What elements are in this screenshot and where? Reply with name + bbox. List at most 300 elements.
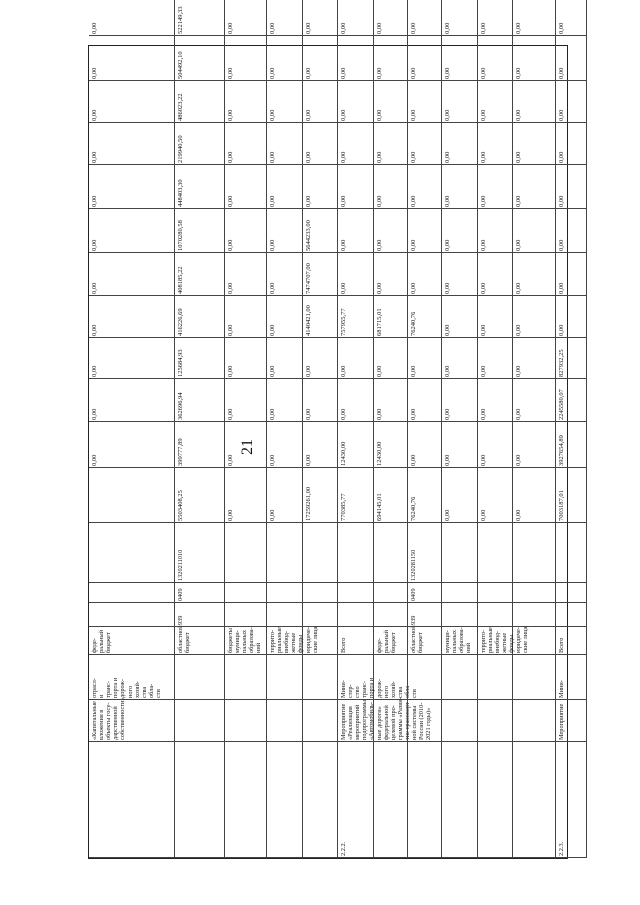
cell-text: 0,00 [91, 22, 98, 34]
table-cell [303, 422, 338, 468]
table-cell [225, 209, 267, 253]
cell-text: 0,00 [227, 109, 234, 121]
table-cell [303, 627, 338, 655]
table-cell [267, 165, 303, 209]
table-cell [408, 523, 442, 583]
table-cell [513, 742, 556, 858]
cell-text: 0,00 [269, 109, 276, 121]
cell-text: «Капитальные вложения в объекты госу- дарственной собственности» [91, 697, 127, 740]
table-cell [175, 422, 225, 468]
table-cell [89, 603, 175, 627]
table-cell [478, 627, 516, 655]
cell-text: 0,00 [305, 454, 312, 466]
table-cell [338, 36, 374, 81]
table-cell [89, 379, 175, 422]
table-cell [374, 165, 408, 209]
table-cell [303, 123, 338, 165]
table-cell [175, 165, 225, 209]
cell-text: 0,00 [376, 365, 383, 377]
cell-text: 0,00 [227, 509, 234, 521]
table-cell [303, 583, 338, 603]
cell-text: 0,00 [340, 22, 347, 34]
table-cell [513, 296, 556, 338]
table-cell [175, 523, 225, 583]
table-cell [478, 338, 513, 379]
table-cell [303, 523, 338, 583]
table-cell [225, 603, 267, 627]
cell-text: 12430,00 [340, 441, 347, 466]
table-cell [442, 468, 478, 523]
cell-text: 76240,76 [410, 311, 417, 336]
table-cell [338, 583, 374, 603]
cell-text: 0,00 [269, 282, 276, 294]
cell-text: 0409 [410, 588, 417, 601]
table-cell [408, 296, 442, 338]
cell-text: 0,00 [410, 22, 417, 34]
table-cell [556, 468, 587, 523]
table-cell [556, 627, 587, 655]
cell-text: 0,00 [410, 151, 417, 163]
table-cell [89, 742, 175, 858]
table-cell [89, 123, 175, 165]
table-cell [513, 123, 556, 165]
cell-text: 681715,01 [376, 308, 383, 336]
cell-text: 0,00 [269, 22, 276, 34]
table-cell [267, 742, 303, 858]
cell-text: 2.2.3. [558, 841, 565, 856]
table-cell [267, 468, 303, 523]
table-cell [338, 697, 433, 742]
cell-text: 0,00 [515, 365, 522, 377]
cell-text: 0,00 [376, 151, 383, 163]
cell-text: 0,00 [340, 151, 347, 163]
cell-text: 0,00 [515, 509, 522, 521]
cell-text: 0,00 [91, 151, 98, 163]
cell-text: 0,00 [480, 509, 487, 521]
cell-text: 0,00 [340, 67, 347, 79]
cell-text: 5503408,25 [177, 490, 184, 521]
cell-text: 0,00 [269, 239, 276, 251]
cell-text: Мероприятие [558, 703, 565, 740]
table-cell [89, 165, 175, 209]
cell-text: 504492,10 [177, 51, 184, 79]
cell-text: 0,00 [444, 509, 451, 521]
table-cell [303, 165, 338, 209]
cell-text: 0,00 [558, 282, 565, 294]
table-cell [513, 0, 556, 36]
cell-text: 0409 [177, 588, 184, 601]
table-cell [478, 523, 513, 583]
table-cell [338, 0, 374, 36]
cell-text: 0,00 [515, 195, 522, 207]
cell-text: 0,00 [444, 151, 451, 163]
cell-text: 522149,33 [177, 6, 184, 34]
table-cell [89, 0, 175, 36]
cell-text: 0,00 [376, 408, 383, 420]
table-cell [374, 379, 408, 422]
cell-text: 0,00 [91, 408, 98, 420]
cell-text: 0,00 [227, 454, 234, 466]
cell-text: 0,00 [480, 454, 487, 466]
table-cell [374, 209, 408, 253]
table-cell [175, 81, 225, 123]
table-cell [513, 603, 556, 627]
cell-text: 0,00 [227, 282, 234, 294]
table-cell [374, 468, 408, 523]
table-cell [175, 583, 225, 603]
table-cell [303, 209, 338, 253]
table-cell [556, 123, 587, 165]
table-cell [408, 742, 442, 858]
table-cell [442, 422, 478, 468]
cell-text: 0,00 [91, 67, 98, 79]
table-cell [513, 379, 556, 422]
table-cell [478, 379, 513, 422]
table-cell [267, 655, 303, 700]
table-cell [89, 209, 175, 253]
cell-text: 486023,22 [177, 93, 184, 121]
table-cell [175, 123, 225, 165]
table-cell [408, 379, 442, 422]
cell-text: 0,00 [515, 408, 522, 420]
cell-text: 0,00 [410, 239, 417, 251]
table-cell [442, 338, 478, 379]
cell-text: 0,00 [515, 454, 522, 466]
table-cell [267, 123, 303, 165]
table-cell [478, 742, 513, 858]
table-cell [556, 523, 587, 583]
cell-text: 0,00 [480, 109, 487, 121]
table-cell [513, 468, 556, 523]
table-cell [442, 700, 478, 742]
cell-text: 0,00 [227, 365, 234, 377]
table-cell [225, 655, 267, 700]
cell-text: 0,00 [515, 22, 522, 34]
table-cell [303, 81, 338, 123]
cell-text: феде- ральный бюджет [91, 630, 113, 653]
table-cell [556, 422, 587, 468]
cell-text: 0,00 [91, 109, 98, 121]
table-cell [303, 379, 338, 422]
cell-text: 0,00 [558, 151, 565, 163]
cell-text: 0,00 [515, 151, 522, 163]
table-cell [267, 379, 303, 422]
cell-text: 408185,22 [177, 266, 184, 294]
cell-text: 0,00 [558, 67, 565, 79]
table-cell [408, 338, 442, 379]
cell-text: 0,00 [515, 67, 522, 79]
cell-text: 0,00 [558, 22, 565, 34]
table-cell [267, 700, 303, 742]
table-cell [442, 603, 478, 627]
table-cell [513, 627, 556, 655]
table-cell [225, 123, 267, 165]
table-cell [338, 422, 374, 468]
cell-text: 0,00 [340, 408, 347, 420]
table-cell [408, 0, 442, 36]
table-cell [442, 742, 478, 858]
table-cell [225, 627, 267, 655]
table-cell [267, 0, 303, 36]
cell-text: 0,00 [376, 195, 383, 207]
table-cell [89, 296, 175, 338]
table-cell [338, 296, 374, 338]
table-cell [442, 253, 478, 296]
cell-text: 362696,94 [177, 392, 184, 420]
cell-text: 0,00 [340, 195, 347, 207]
table-cell [303, 655, 338, 700]
cell-text: 0,00 [558, 324, 565, 336]
cell-text: 0,00 [340, 365, 347, 377]
table-cell [442, 81, 478, 123]
table-cell [374, 523, 408, 583]
cell-text: 0,00 [480, 195, 487, 207]
cell-text: 0,00 [91, 282, 98, 294]
cell-text: 0,00 [269, 195, 276, 207]
cell-text: 0,00 [480, 282, 487, 294]
table-cell [556, 253, 587, 296]
table-cell [374, 583, 408, 603]
table-cell [225, 338, 267, 379]
cell-text: 0,00 [269, 509, 276, 521]
table-cell [408, 700, 442, 742]
table-cell [303, 36, 338, 81]
cell-text: юридиче- ские лица [305, 626, 320, 653]
table-cell [175, 700, 225, 742]
cell-text: 416226,69 [177, 308, 184, 336]
table-cell [442, 627, 478, 655]
cell-text: 0,00 [269, 324, 276, 336]
table-cell [442, 123, 478, 165]
table-cell [175, 627, 225, 655]
table-cell [303, 296, 338, 338]
table-cell [225, 700, 267, 742]
table-cell [89, 253, 175, 296]
cell-text: Всего [340, 637, 347, 653]
table-cell [374, 422, 408, 468]
cell-text: 0,00 [227, 67, 234, 79]
cell-text: 0,00 [376, 239, 383, 251]
table-cell [442, 583, 478, 603]
cell-text: 0,00 [410, 408, 417, 420]
table-cell [338, 627, 374, 655]
table-cell [338, 742, 374, 858]
table-cell [478, 583, 513, 603]
table-cell [267, 36, 303, 81]
cell-text: 0,00 [515, 109, 522, 121]
table-cell [303, 338, 338, 379]
cell-text: террито- риальные внебюд- жетные фонды [269, 627, 305, 653]
table-cell [374, 655, 408, 700]
page-number: 21 [239, 439, 256, 455]
table-cell [89, 583, 175, 603]
table-cell [175, 0, 225, 36]
cell-text: 2245580,07 [558, 389, 565, 420]
table-cell [338, 603, 374, 627]
cell-text: 1070280,58 [177, 220, 184, 251]
table-cell [175, 742, 225, 858]
table-cell [478, 700, 513, 742]
cell-text: 0,00 [376, 67, 383, 79]
cell-text: 0,00 [410, 109, 417, 121]
table-cell [478, 165, 513, 209]
table-cell [338, 209, 374, 253]
cell-text: 0,00 [91, 365, 98, 377]
cell-text: 0,00 [444, 282, 451, 294]
cell-text: 0,00 [480, 22, 487, 34]
table-cell [175, 296, 225, 338]
table-cell [225, 165, 267, 209]
cell-text: 0,00 [480, 67, 487, 79]
table-cell [225, 422, 267, 468]
cell-text: 939 [177, 615, 184, 625]
table-cell [556, 655, 587, 700]
table-cell [89, 697, 175, 742]
cell-text: 0,00 [444, 454, 451, 466]
table-cell [89, 655, 175, 700]
table-cell [225, 253, 267, 296]
cell-text: 12430,00 [376, 441, 383, 466]
table-cell [556, 209, 587, 253]
cell-text: юридиче- ские лица [515, 626, 530, 653]
table-cell [303, 603, 338, 627]
cell-text: террито- риальные внебюд- жетные фонды [480, 627, 516, 653]
cell-text: 0,00 [305, 109, 312, 121]
cell-text: 7003187,01 [558, 490, 565, 521]
table-cell [478, 655, 513, 700]
cell-text: Всего [558, 637, 565, 653]
cell-text: 0,00 [305, 22, 312, 34]
table-cell [478, 81, 513, 123]
cell-text: 0,00 [410, 195, 417, 207]
table-cell [303, 742, 338, 858]
table-cell [267, 422, 303, 468]
table-cell [89, 422, 175, 468]
table-cell [556, 36, 587, 81]
table-cell [408, 583, 442, 603]
table-cell [408, 81, 442, 123]
cell-text: 827932,25 [558, 349, 565, 377]
table-cell [175, 379, 225, 422]
table-cell [225, 0, 267, 36]
cell-text: 448403,30 [177, 179, 184, 207]
table-cell [478, 296, 513, 338]
cell-text: 0,00 [558, 239, 565, 251]
table-cell [303, 468, 338, 523]
cell-text: 0,00 [558, 195, 565, 207]
cell-text: 0,00 [480, 365, 487, 377]
cell-text: 0,00 [91, 324, 98, 336]
table-cell [478, 422, 513, 468]
budget-table [88, 6, 568, 859]
cell-text: 0,00 [269, 151, 276, 163]
cell-text: 0,00 [305, 67, 312, 79]
cell-text: Мини- [558, 680, 565, 698]
table-cell [478, 209, 513, 253]
cell-text: муници- пальных образова- ний [444, 627, 473, 653]
table-cell [556, 603, 587, 627]
table-cell [303, 700, 338, 742]
table-cell [442, 0, 478, 36]
table-cell [374, 338, 408, 379]
table-cell [442, 523, 478, 583]
table-cell [175, 209, 225, 253]
cell-text: 7474707,00 [305, 263, 312, 294]
cell-text: 3927654,89 [558, 435, 565, 466]
table-cell [478, 468, 513, 523]
cell-text: 0,00 [558, 109, 565, 121]
table-cell [225, 36, 267, 81]
cell-text: 0,00 [340, 282, 347, 294]
table-cell [338, 468, 374, 523]
table-cell [267, 338, 303, 379]
table-cell [303, 253, 338, 296]
table-cell [408, 603, 442, 627]
table-cell [225, 379, 267, 422]
cell-text: 0,00 [480, 151, 487, 163]
table-cell [478, 253, 513, 296]
cell-text: 0,00 [480, 408, 487, 420]
cell-text: 0,00 [305, 408, 312, 420]
cell-text: 219940,50 [177, 135, 184, 163]
cell-text: 0,00 [91, 195, 98, 207]
table-cell [513, 253, 556, 296]
table-cell [513, 700, 556, 742]
cell-text: 0,00 [227, 151, 234, 163]
table-cell [89, 338, 175, 379]
table-cell [408, 422, 442, 468]
table-cell [442, 296, 478, 338]
table-cell [374, 603, 408, 627]
cell-text: 0,00 [376, 282, 383, 294]
cell-text: 0,00 [305, 365, 312, 377]
cell-text: 0,00 [480, 324, 487, 336]
table-cell [374, 0, 408, 36]
cell-text: Мини- стер- ство транс- порта и дорож- ного хозяй- ства обла- сти [340, 677, 419, 698]
cell-text: бюджеты муници- пальных образова- ний [227, 627, 263, 653]
table-cell [513, 36, 556, 81]
cell-text: областной бюджет [410, 625, 425, 653]
cell-text: 0,00 [269, 454, 276, 466]
cell-text: 0,00 [515, 282, 522, 294]
table-cell [175, 253, 225, 296]
cell-text: 0,00 [410, 67, 417, 79]
table-cell [442, 36, 478, 81]
cell-text: Мероприятие «Реализация мероприятий подпрограммы «Автомобиль- ные дороги» федеральной целевой про- граммы «Разви- тие транспорт- ной системы России (2010- 2021 годы)» [340, 697, 433, 740]
cell-text: 0,00 [376, 109, 383, 121]
table-cell [556, 165, 587, 209]
table-cell [408, 209, 442, 253]
cell-text: 0,00 [444, 239, 451, 251]
table-cell [225, 296, 267, 338]
table-cell [267, 253, 303, 296]
cell-text: 0,00 [269, 365, 276, 377]
table-cell [556, 0, 587, 36]
cell-text: 0,00 [410, 365, 417, 377]
table-cell [303, 0, 338, 36]
table-cell [225, 468, 267, 523]
table-cell [225, 583, 267, 603]
table-cell [478, 36, 513, 81]
cell-text: 0,00 [340, 239, 347, 251]
table-cell [556, 296, 587, 338]
table-cell [267, 296, 303, 338]
cell-text: 76240,76 [410, 496, 417, 521]
table-cell [338, 165, 374, 209]
table-cell [442, 165, 478, 209]
table-cell [513, 81, 556, 123]
table-cell [556, 338, 587, 379]
